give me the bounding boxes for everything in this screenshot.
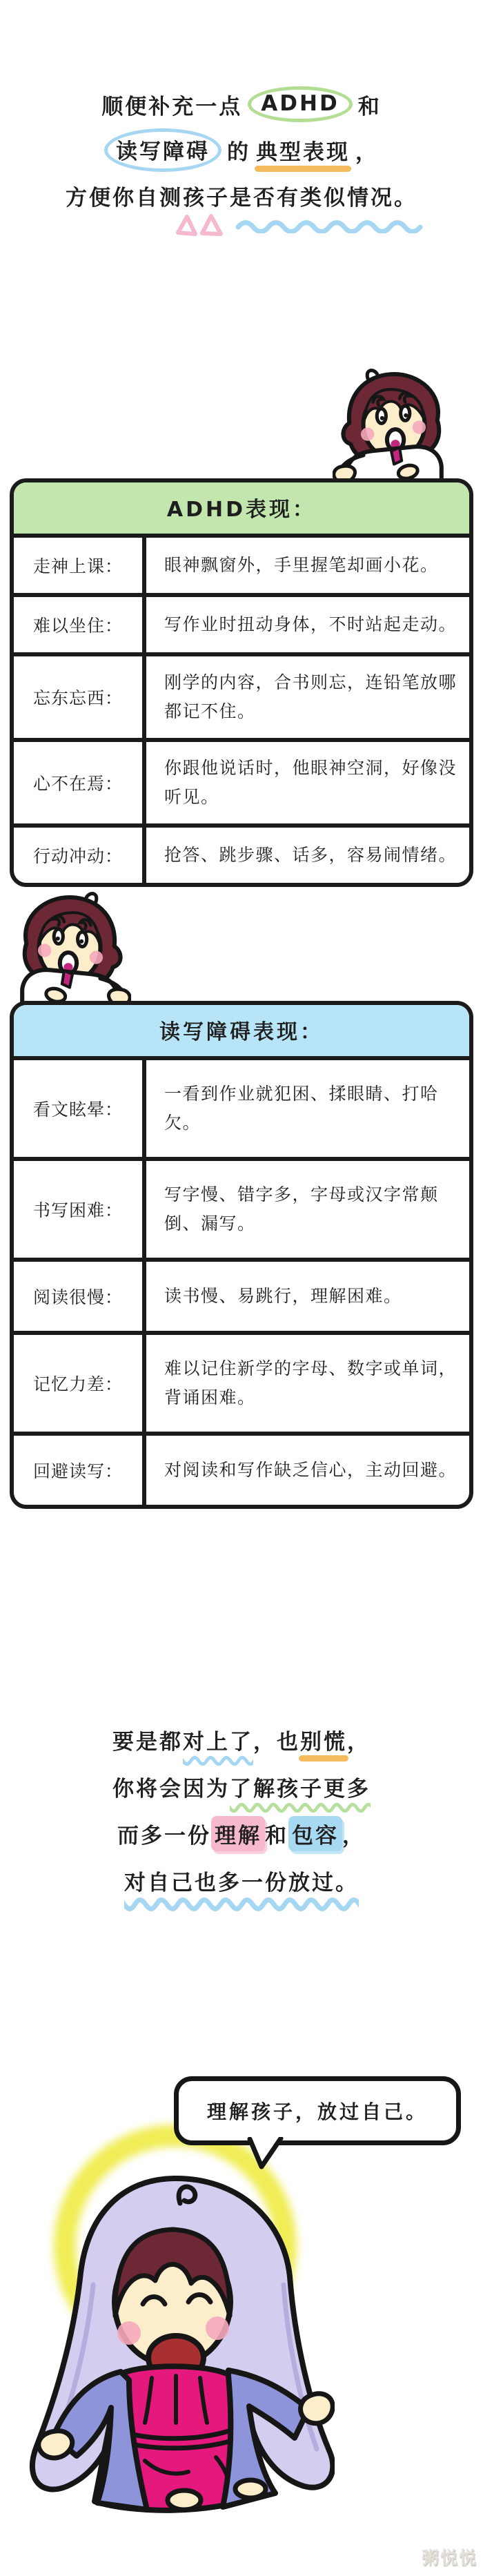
intro-line1-pre: 顺便补充一点 xyxy=(101,94,243,119)
outro-line-3 xyxy=(0,1810,483,1857)
speech-bubble xyxy=(174,2076,461,2145)
outro-line2-pre: 你将会因为 xyxy=(112,1776,230,1802)
symptom-description: 难以记住新学的字母、数字或单词，背诵困难。 xyxy=(164,1358,457,1407)
symptom-label: 记忆力差： xyxy=(14,1335,146,1432)
adhd-table-title xyxy=(14,482,469,538)
intro-line3-text: 方便你自测孩子是否有类似情况。 xyxy=(66,185,417,211)
table-row xyxy=(14,1335,469,1436)
speech-bubble-tail xyxy=(243,2137,287,2172)
outro-line-1 xyxy=(0,1716,483,1763)
symptom-label: 忘东忘西： xyxy=(14,656,146,738)
watermark: 粥悦悦 xyxy=(421,2548,477,2568)
symptom-label: 走神上课： xyxy=(14,538,146,593)
symptom-description: 写字慢、错字多，字母或汉字常颠倒、漏写。 xyxy=(164,1184,439,1233)
symptom-description: 对阅读和写作缺乏信心，主动回避。 xyxy=(164,1460,457,1480)
symptom-description: 读书慢、易跳行，理解困难。 xyxy=(164,1286,402,1306)
triangle-decoration-icon xyxy=(175,213,228,237)
symptom-label: 阅读很慢： xyxy=(14,1262,146,1331)
outro-line1-wavy: 对上了 xyxy=(183,1729,253,1755)
outro-line1-mid: ，也 xyxy=(253,1729,300,1755)
intro-line-1 xyxy=(0,81,483,127)
intro-line1-post: 和 xyxy=(357,94,382,119)
symptom-label: 行动冲动： xyxy=(14,828,146,883)
wavy-line-icon xyxy=(235,217,427,233)
doctor-character-icon xyxy=(333,367,451,490)
outro-line4-text: 对自己也多一份放过。 xyxy=(124,1870,359,1895)
symptom-label: 看文眩晕： xyxy=(14,1060,146,1157)
outro-line1-end: ， xyxy=(347,1729,371,1755)
outro-line1-orange: 别慌 xyxy=(300,1724,347,1755)
intro-line2-mid: 的 xyxy=(227,139,250,165)
adhd-circled-word: ADHD xyxy=(248,86,352,122)
outro-line3-pink-highlight: 理解 xyxy=(211,1816,265,1851)
outro-line3-end: ， xyxy=(342,1823,366,1848)
dyslexia-table-title-text: 读写障碍表现： xyxy=(159,1020,324,1044)
table-row xyxy=(14,828,469,883)
table-row xyxy=(14,656,469,742)
intro-decoration xyxy=(175,213,427,237)
outro-line-4 xyxy=(0,1857,483,1904)
adhd-table-title-text: ADHD表现： xyxy=(166,498,317,522)
doctor-character-icon xyxy=(12,890,131,1013)
symptom-label: 书写困难： xyxy=(14,1161,146,1258)
outro-line2-wavy: 了解孩子更多 xyxy=(230,1776,371,1802)
symptom-description: 抢答、跳步骤、话多，容易闹情绪。 xyxy=(164,845,457,865)
outro-line3-blue-highlight: 包容 xyxy=(288,1816,342,1851)
symptom-description: 眼神飘窗外，手里握笔却画小花。 xyxy=(164,555,439,575)
table-row xyxy=(14,538,469,597)
outro-line-2 xyxy=(0,1763,483,1810)
intro-text-block xyxy=(0,81,483,218)
intro-line-3 xyxy=(0,173,483,218)
table-row xyxy=(14,1161,469,1262)
outro-line3-pre: 而多一份 xyxy=(117,1823,211,1848)
intro-line-2 xyxy=(0,127,483,173)
table-row xyxy=(14,742,469,828)
outro-line3-mid: 和 xyxy=(265,1823,288,1848)
symptom-description: 你跟他说话时，他眼神空洞，好像没听见。 xyxy=(164,758,457,807)
dyslexia-table xyxy=(10,1001,473,1509)
symptom-description: 一看到作业就犯困、揉眼睛、打哈欠。 xyxy=(164,1084,439,1133)
dyslexia-circled-word: 读写障碍 xyxy=(104,128,221,172)
adhd-table-body xyxy=(14,538,469,883)
mary-character-icon xyxy=(10,2167,335,2526)
speech-bubble-text: 理解孩子，放过自己。 xyxy=(206,2100,428,2123)
adhd-table xyxy=(10,478,473,887)
table-row xyxy=(14,1436,469,1505)
symptom-label: 难以坐住： xyxy=(14,597,146,652)
intro-line2-end: ， xyxy=(355,139,379,165)
symptom-label: 心不在焉： xyxy=(14,742,146,823)
outro-line1-pre: 要是都 xyxy=(112,1729,183,1755)
table-row xyxy=(14,1060,469,1161)
table-row xyxy=(14,1262,469,1335)
table-row xyxy=(14,597,469,656)
symptom-label: 回避读写： xyxy=(14,1436,146,1505)
symptom-description: 刚学的内容，合书则忘，连铅笔放哪都记不住。 xyxy=(164,672,457,721)
intro-line2-underlined: 典型表现 xyxy=(256,135,350,166)
symptom-description: 写作业时扭动身体，不时站起走动。 xyxy=(164,614,457,634)
dyslexia-table-body xyxy=(14,1060,469,1505)
outro-text-block xyxy=(0,1716,483,1904)
dyslexia-table-title xyxy=(14,1005,469,1060)
